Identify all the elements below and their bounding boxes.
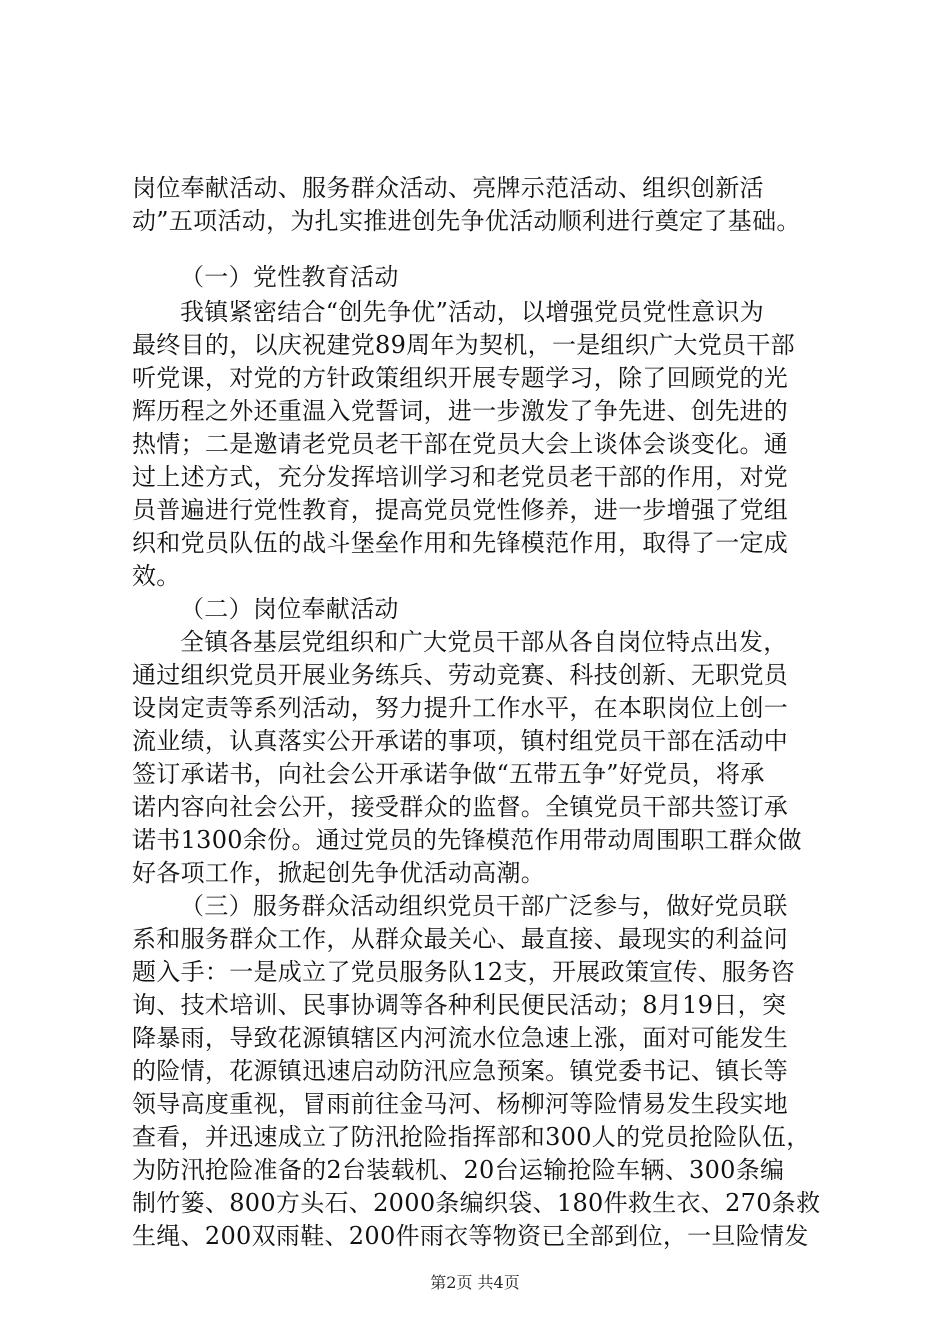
paragraph-line: 流业绩，认真落实公开承诺的事项，镇村组党员干部在活动中 bbox=[132, 727, 789, 755]
paragraph-line: 通过组织党员开展业务练兵、劳动竞赛、科技创新、无职党员 bbox=[132, 661, 789, 689]
paragraph-line: 全镇各基层党组织和广大党员干部从各自岗位特点出发， bbox=[180, 628, 788, 656]
paragraph-line: 最终目的，以庆祝建党89周年为契机，一是组织广大党员干部 bbox=[132, 331, 795, 359]
paragraph-line: 好各项工作，掀起创先争优活动高潮。 bbox=[132, 859, 546, 887]
section-heading-paragraph: （三）服务群众活动组织党员干部广泛参与，做好党员联 bbox=[180, 892, 788, 920]
paragraph-line: 降暴雨，导致花源镇辖区内河流水位急速上涨，面对可能发生 bbox=[132, 1024, 789, 1052]
paragraph-line: 动”五项活动，为扎实推进创先争优活动顺利进行奠定了基础。 bbox=[132, 207, 801, 235]
section-heading: （一）党性教育活动 bbox=[180, 263, 399, 291]
paragraph-line: 领导高度重视，冒雨前往金马河、杨柳河等险情易发生段实地 bbox=[132, 1090, 789, 1118]
paragraph-line: 过上述方式，充分发挥培训学习和老党员老干部的作用，对党 bbox=[132, 463, 789, 491]
paragraph-line: 织和党员队伍的战斗堡垒作用和先锋模范作用，取得了一定成 bbox=[132, 529, 789, 557]
page-number-footer: 第2页 共4页 bbox=[430, 1273, 520, 1292]
paragraph-line: 系和服务群众工作，从群众最关心、最直接、最现实的利益问 bbox=[132, 925, 789, 953]
paragraph-line: 效。 bbox=[132, 562, 181, 590]
paragraph-line: 题入手：一是成立了党员服务队12支，开展政策宣传、服务咨 bbox=[132, 958, 795, 986]
paragraph-line: 辉历程之外还重温入党誓词，进一步激发了争先进、创先进的 bbox=[132, 397, 789, 425]
paragraph-line: 的险情，花源镇迅速启动防汛应急预案。镇党委书记、镇长等 bbox=[132, 1057, 789, 1085]
paragraph-line: 设岗定责等系列活动，努力提升工作水平，在本职岗位上创一 bbox=[132, 694, 789, 722]
paragraph-line: 员普遍进行党性教育，提高党员党性修养，进一步增强了党组 bbox=[132, 496, 789, 524]
paragraph-line: 生绳、200双雨鞋、200件雨衣等物资已全部到位，一旦险情发 bbox=[132, 1222, 809, 1250]
paragraph-line: 签订承诺书，向社会公开承诺争做“五带五争”好党员，将承 bbox=[132, 760, 765, 788]
paragraph-line: 岗位奉献活动、服务群众活动、亮牌示范活动、组织创新活 bbox=[132, 174, 764, 202]
paragraph-line: 诺书1300余份。通过党员的先锋模范作用带动周围职工群众做 bbox=[132, 826, 802, 854]
paragraph-line: 诺内容向社会公开，接受群众的监督。全镇党员干部共签订承 bbox=[132, 793, 789, 821]
paragraph-line: 热情；二是邀请老党员老干部在党员大会上谈体会谈变化。通 bbox=[132, 430, 789, 458]
paragraph-line: 我镇紧密结合“创先争优”活动，以增强党员党性意识为 bbox=[180, 298, 765, 326]
paragraph-line: 制竹篓、800方头石、2000条编织袋、180件救生衣、270条救 bbox=[132, 1189, 821, 1217]
section-heading: （二）岗位奉献活动 bbox=[180, 595, 399, 623]
paragraph-line: 听党课，对党的方针政策组织开展专题学习，除了回顾党的光 bbox=[132, 364, 789, 392]
paragraph-line: 询、技术培训、民事协调等各种利民便民活动；8月19日，突 bbox=[132, 991, 787, 1019]
paragraph-line: 查看，并迅速成立了防汛抢险指挥部和300人的党员抢险队伍， bbox=[132, 1123, 811, 1151]
paragraph-line: 为防汛抢险准备的2台装载机、20台运输抢险车辆、300条编 bbox=[132, 1156, 785, 1184]
